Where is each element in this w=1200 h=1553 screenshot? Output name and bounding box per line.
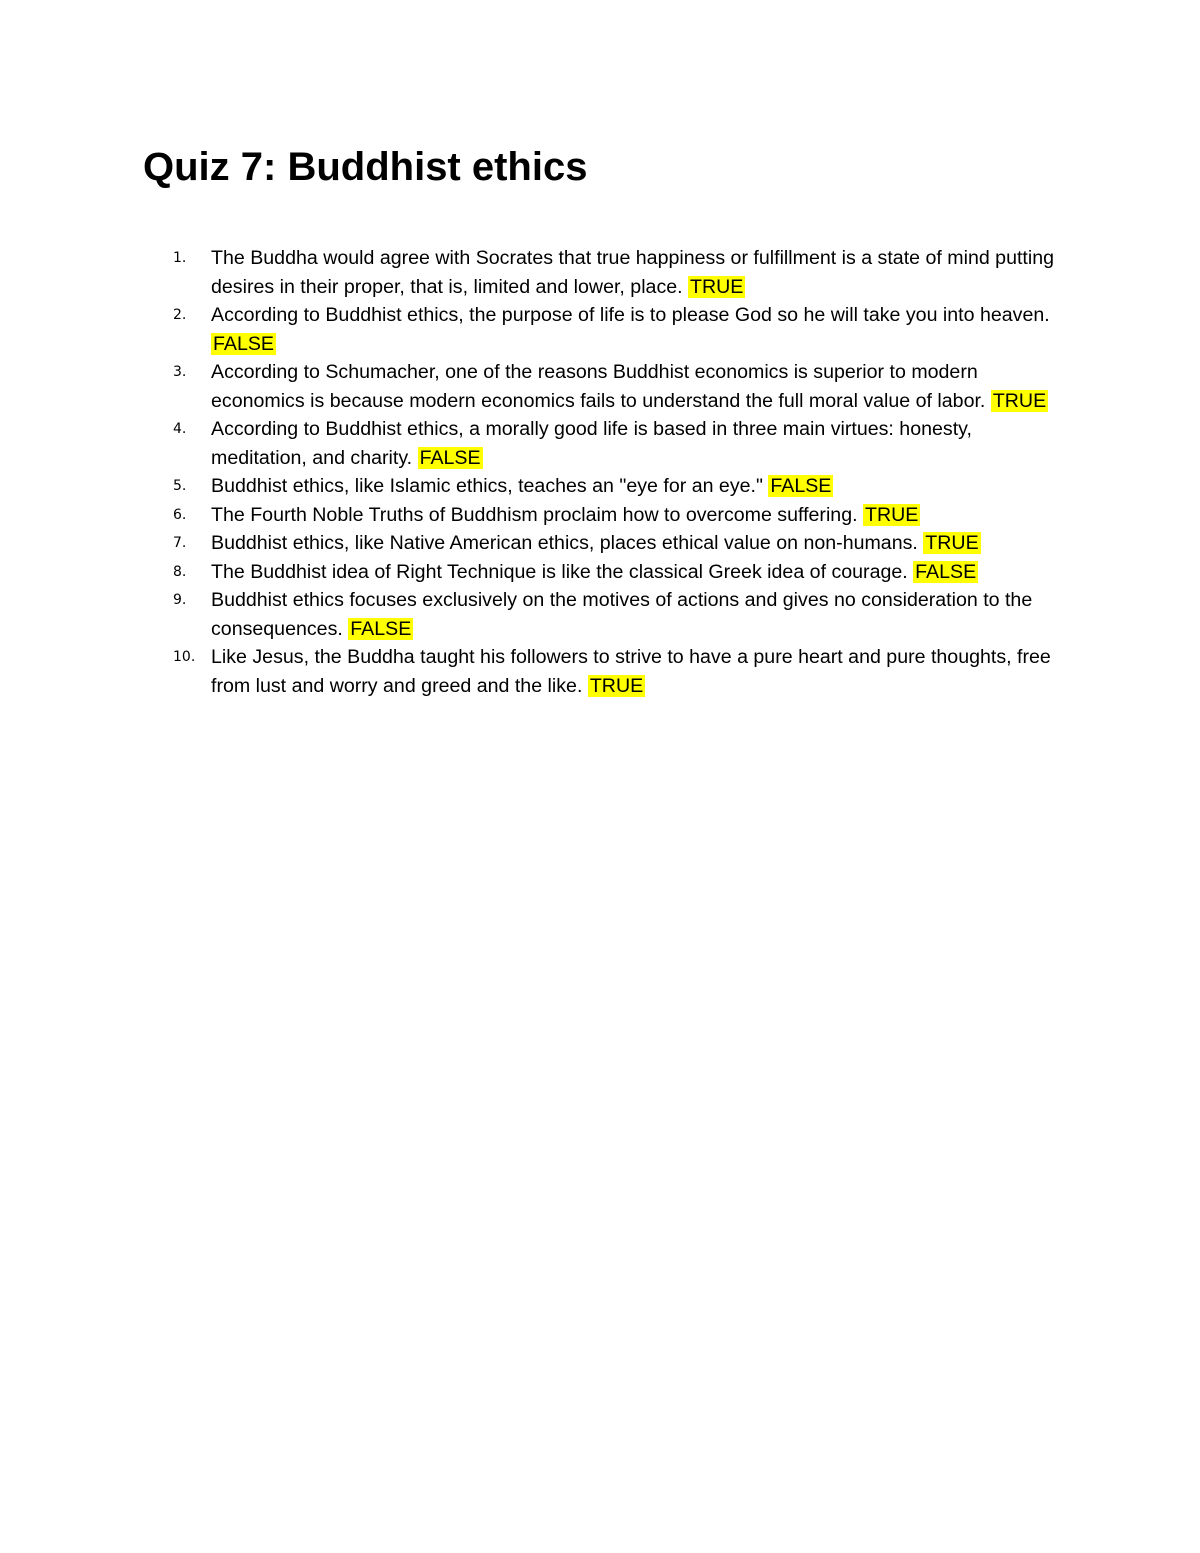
- list-item: [0, 472, 1061, 501]
- list-item: [0, 415, 1061, 472]
- list-item: [0, 244, 1061, 301]
- answer-highlight: TRUE: [690, 275, 744, 298]
- item-number: 7.: [173, 535, 187, 551]
- question-text: The Buddhist idea of Right Technique is like the classical Greek idea of courage.: [211, 560, 914, 583]
- item-number: 4.: [173, 421, 187, 437]
- list-item: [0, 529, 1061, 558]
- item-number: 10.: [173, 649, 196, 665]
- answer-highlight: FALSE: [350, 617, 412, 640]
- quiz-question-list: [0, 244, 1200, 700]
- list-item: [0, 558, 1061, 587]
- answer-highlight: TRUE: [864, 503, 919, 526]
- item-number: 1.: [173, 250, 187, 266]
- question-text: Buddhist ethics, like Islamic ethics, teaches an "eye for an eye.": [211, 475, 769, 497]
- answer-highlight: FALSE: [213, 332, 274, 355]
- item-number: 9.: [173, 592, 187, 608]
- question-text: According to Schumacher, one of the reasons Buddhist economics is superior to modern economics is because modern economics fails to understand the full moral value of labor.: [211, 361, 991, 412]
- question-text: According to Buddhist ethics, a morally good life is based in three main virtues: honesty, meditation, and charity.: [211, 418, 972, 469]
- answer-highlight: FALSE: [770, 475, 832, 497]
- question-text: Buddhist ethics focuses exclusively on the motives of actions and gives no consideration to the consequences.: [211, 589, 1033, 640]
- answer-highlight: FALSE: [419, 446, 481, 469]
- answer-highlight: TRUE: [992, 389, 1047, 412]
- answer-highlight: FALSE: [915, 560, 977, 583]
- list-item: [0, 643, 1061, 700]
- question-text: Buddhist ethics, like Native American ethics, places ethical value on non-humans.: [211, 532, 924, 554]
- question-text: The Buddha would agree with Socrates that true happiness or fulfillment is a state of mind putting desires in their proper, that is, limited and lower, place.: [211, 247, 1055, 298]
- list-item: [0, 301, 1061, 358]
- question-text: The Fourth Noble Truths of Buddhism proclaim how to overcome suffering.: [211, 503, 863, 526]
- list-item: [0, 501, 1061, 530]
- item-number: 6.: [173, 506, 187, 523]
- answer-highlight: TRUE: [589, 674, 644, 697]
- question-text: Like Jesus, the Buddha taught his followers to strive to have a pure heart and pure thoughts, free from lust and worry and greed and the like.: [211, 646, 1051, 697]
- answer-highlight: TRUE: [925, 532, 979, 554]
- list-item: [0, 586, 1061, 643]
- item-number: 5.: [173, 478, 187, 494]
- list-item: [0, 358, 1061, 415]
- question-text: According to Buddhist ethics, the purpose of life is to please God so he will take you into heaven.: [211, 304, 1050, 326]
- item-number: 3.: [173, 364, 187, 380]
- page-title: Quiz 7: Buddhist ethics: [143, 145, 588, 189]
- item-number: 2.: [173, 307, 187, 323]
- item-number: 8.: [173, 563, 187, 580]
